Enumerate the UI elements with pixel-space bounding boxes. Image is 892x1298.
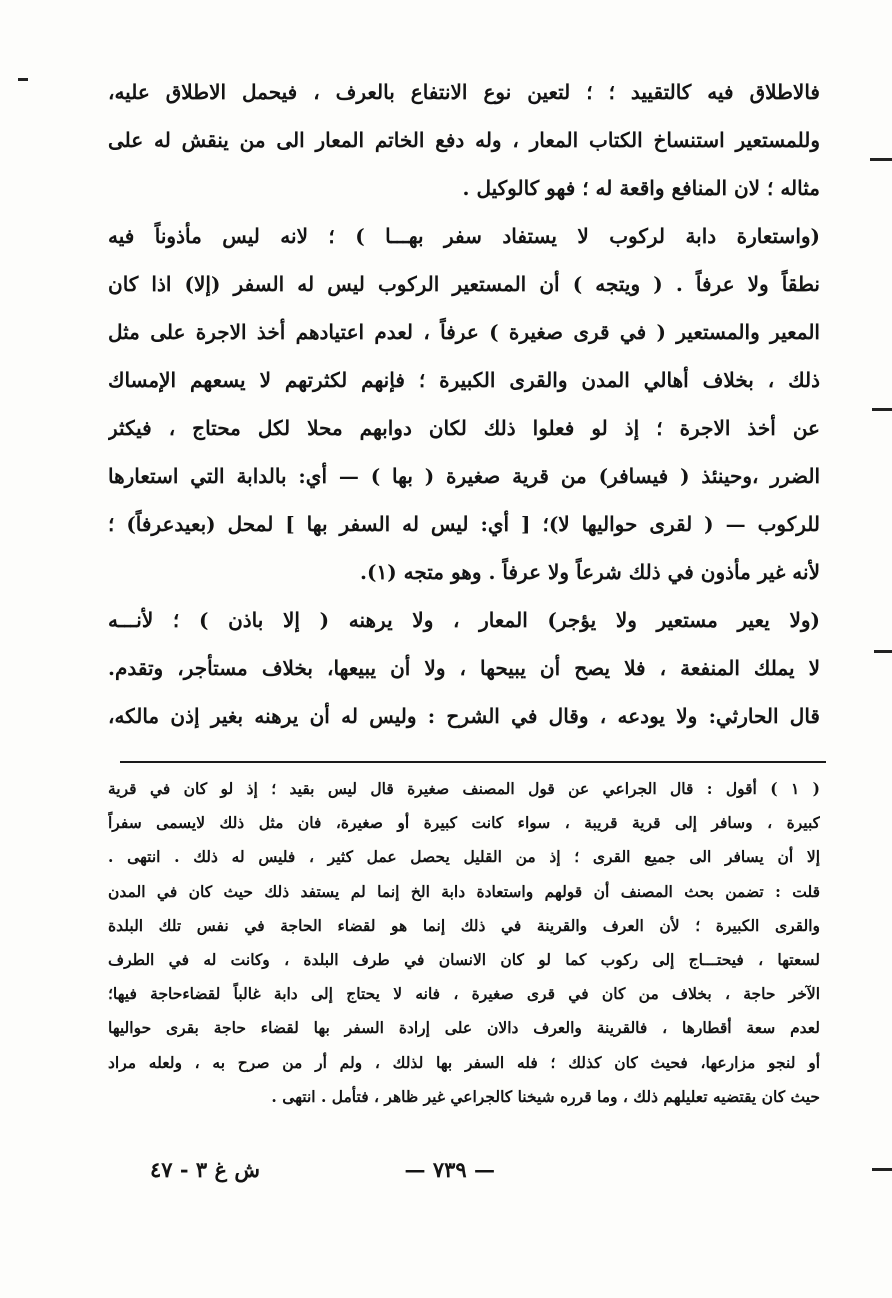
footnote-line: أو لنجو مزارعها، فحيث كان كذلك ؛ فله السفر بها لذلك ، ولم أر من صرح به ، ولعله مراد xyxy=(108,1052,820,1072)
main-text-line: مثاله ؛ لان المنافع واقعة له ؛ فهو كالوكيل . xyxy=(462,176,820,200)
scan-edge-mark xyxy=(874,650,892,653)
scan-edge-mark xyxy=(872,1168,892,1171)
main-text-line: فالاطلاق فيه كالتقييد ؛ ؛ لتعين نوع الانتفاع بالعرف ، فيحمل الاطلاق عليه، xyxy=(108,80,820,104)
main-text-line: الضرر ،وحينئذ ( فيسافر) من قرية صغيرة ( بها ) — أي: بالدابة التي استعارها xyxy=(108,464,820,488)
scan-edge-mark xyxy=(872,408,892,411)
footnote-line: والقرى الكبيرة ؛ لأن العرف والقرينة في ذلك إنما هو لقضاء الحاجة في نفس تلك البلدة xyxy=(108,915,820,935)
scan-edge-mark xyxy=(18,78,28,81)
footnote-line: حيث كان يقتضيه تعليلهم ذلك ، وما قرره شيخنا كالجراعي غير ظاهر ، فتأمل . انتهى . xyxy=(271,1086,820,1106)
main-text-line: (واستعارة دابة لركوب لا يستفاد سفر بهـــا ) ؛ لانه ليس مأذوناً فيه xyxy=(108,224,820,248)
footnote-separator xyxy=(120,761,826,763)
main-text-line: ذلك ، بخلاف أهالي المدن والقرى الكبيرة ؛ فإنهم لكثرتهم لا يسعهم الإمساك xyxy=(108,368,820,392)
footnotes xyxy=(108,772,820,1114)
main-text-line: نطقاً ولا عرفاً . ( ويتجه ) أن المستعير الركوب ليس له السفر (إلا) اذا كان xyxy=(108,272,820,296)
page-footer xyxy=(150,1150,690,1190)
footnote-line: لعدم سعة أقطارها ، فالقرينة والعرف دالان على إرادة السفر بها لقضاء حاجة بقرى حواليها xyxy=(108,1018,820,1038)
main-text xyxy=(108,68,820,740)
page-number: — ٧٣٩ — xyxy=(404,1157,495,1182)
main-text-line: قال الحارثي: ولا يودعه ، وقال في الشرح : وليس له أن يرهنه بغير إذن مالكه، xyxy=(108,704,820,728)
footnote-line: لسعتها ، فيحتـــاج إلى ركوب كما لو كان الانسان في طرف البلدة ، وكانت له في الطرف xyxy=(108,949,820,969)
main-text-line: للركوب — ( لقرى حواليها لا)؛ [ أي: ليس له السفر بها ] لمحل (بعيدعرفاً) ؛ xyxy=(108,512,820,536)
footnote-line: قلت : تضمن بحث المصنف أن قولهم واستعادة دابة الخ إنما لم يستفد ذلك حيث كان في المدن xyxy=(108,881,820,901)
main-text-line: عن أخذ الاجرة ؛ إذ لو فعلوا ذلك لكان دوابهم محلا لكل محتاج ، فيكثر xyxy=(108,416,820,440)
footnote-line: الآخر حاجة ، بخلاف من كان في قرى صغيرة ، فانه لا يحتاج إلى دابة غالباً لقضاءحاجة فيها؛ xyxy=(108,984,820,1004)
footnote-line: ( ١ ) أقول : قال الجراعي عن قول المصنف صغيرة قال ليس بقيد ؛ إذ لو كان في قرية xyxy=(108,779,820,798)
footnote-line: إلا أن يسافر الى جميع القرى ؛ إذ من القليل يحصل عمل كثير ، فليس له ذلك . انتهى . xyxy=(108,847,820,867)
signature-mark: ش غ ٣ - ٤٧ xyxy=(150,1157,260,1182)
main-text-line: (ولا يعير مستعير ولا يؤجر) المعار ، ولا يرهنه ( إلا باذن ) ؛ لأنـــه xyxy=(108,608,820,632)
footnote-line: كبيرة ، وسافر إلى قرية قريبة ، سواء كانت كبيرة أو صغيرة، فان مثل ذلك لايسمى سفراً xyxy=(108,813,820,833)
main-text-line: لا يملك المنفعة ، فلا يصح أن يبيحها ، ولا أن يبيعها، بخلاف مستأجر، وتقدم. xyxy=(108,656,820,680)
main-text-line: المعير والمستعير ( في قرى صغيرة ) عرفاً ، لعدم اعتيادهم أخذ الاجرة على مثل xyxy=(108,320,820,344)
scan-edge-mark xyxy=(870,158,892,161)
main-text-line: لأنه غير مأذون في ذلك شرعاً ولا عرفاً . وهو متجه (١). xyxy=(360,560,820,584)
main-text-line: وللمستعير استنساخ الكتاب المعار ، وله دفع الخاتم المعار الى من ينقش له على xyxy=(108,128,820,152)
